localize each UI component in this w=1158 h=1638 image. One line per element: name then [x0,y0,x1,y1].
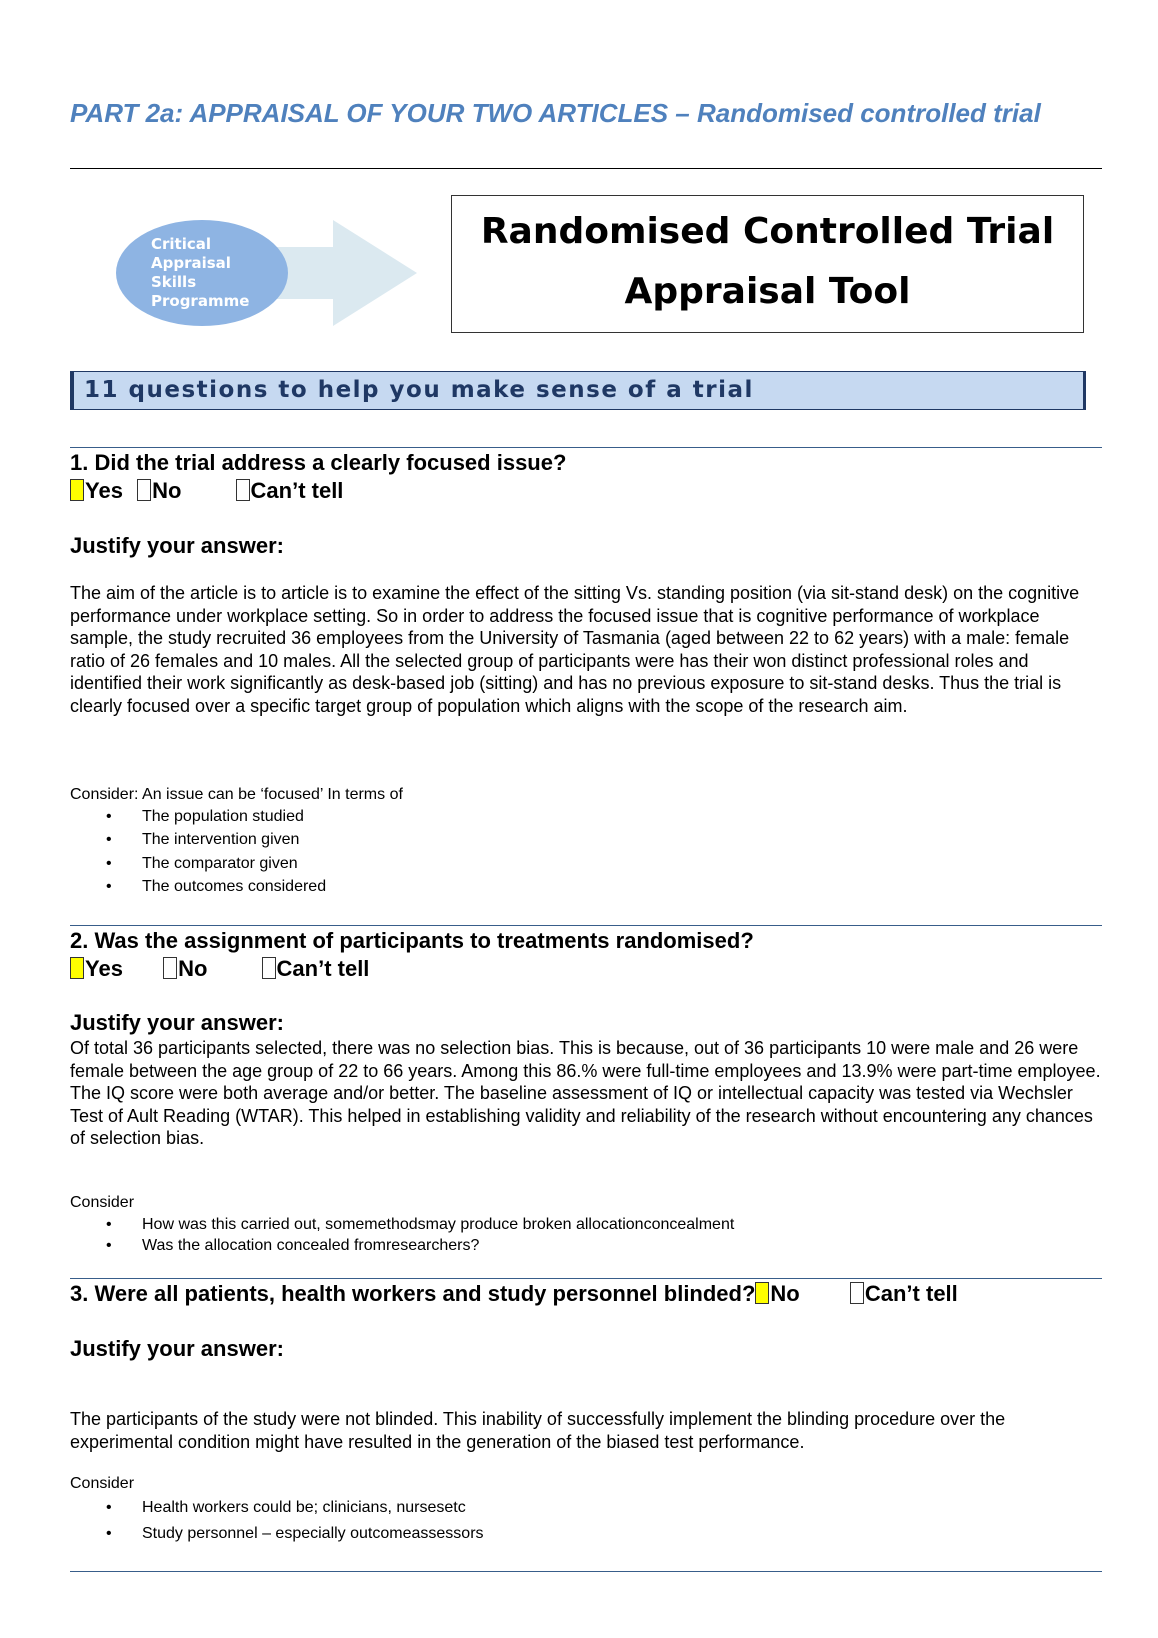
q2-no-checkbox[interactable] [163,957,177,979]
q3-title: 3. Were all patients, health workers and study personnel blinded? [70,1281,756,1306]
list-item: • Health workers could be; clinicians, nursesetc [70,1495,484,1521]
title-rule [70,168,1102,169]
q1-no-label: No [152,478,182,503]
logo-line-4: Programme [151,292,250,310]
q3-no-checkbox[interactable] [755,1282,769,1304]
q2-answer: Of total 36 participants selected, there was no selection bias. This is because, out of 36 participants 10 were male and 26 were female between the age group of 22 to 66 years. Among this 86.% were full-time employees and 13.9% were part-time employee. The IQ score were both average and/or better. The baseline assessment of IQ or intellectual capacity was tested via Wechsler Test of Ault Reading (WTAR). This helped in establishing validity and reliability of the research without encountering any chances of selection bias. [70,1038,1101,1149]
q2-no-label: No [178,956,208,981]
q1-no-checkbox[interactable] [137,479,151,501]
casp-logo [115,218,420,328]
logo-line-2: Appraisal [151,254,231,272]
tool-title-line1: Randomised Controlled Trial [480,211,1055,252]
list-item: • Was the allocation concealed fromresearchers? [70,1235,734,1256]
list-item: • The population studied [70,805,326,828]
q3-justify-label: Justify your answer: [70,1336,284,1361]
q2-justify-label: Justify your answer: [70,1010,284,1035]
q3-title-row [70,1280,958,1308]
tool-title-box [451,195,1084,333]
q3-cant-tell-checkbox[interactable] [850,1282,864,1304]
q2-title: 2. Was the assignment of participants to treatments randomised? [70,928,754,953]
q1-yes-checkbox[interactable] [70,479,84,501]
list-item: • The outcomes considered [70,875,326,898]
q2-consider: Consider [70,1194,135,1211]
q1-rule [70,447,1102,448]
q3-consider: Consider [70,1475,135,1492]
q1-title: 1. Did the trial address a clearly focused issue? [70,450,567,475]
list-item: • The comparator given [70,852,326,875]
q2-yes-label: Yes [85,956,123,981]
q3-cant-tell-label: Can’t tell [864,1281,958,1306]
q2-consider-list [70,1214,734,1256]
list-item: • The intervention given [70,828,326,851]
bottom-rule [70,1571,1102,1572]
part-title: PART 2a: APPRAISAL OF YOUR TWO ARTICLES – Randomised controlled trial [70,98,1041,128]
q1-answer: The aim of the article is to article is to examine the effect of the sitting Vs. standing position (via sit-stand desk) on the cognitive performance under workplace setting. So in order to address the focused issue that is cognitive performance of workplace sample, the study recruited 36 employees from the University of Tasmania (aged between 22 to 62 years) with a male: female ratio of 26 females and 10 males. All the selected group of participants were has their won distinct professional roles and identified their work significantly as desk-based job (sitting) and has no previous exposure to sit-stand desks. Thus the trial is clearly focused over a specific target group of population which aligns with the scope of the research aim. [70,583,1080,716]
q2-yes-checkbox[interactable] [70,957,84,979]
q1-yes-label: Yes [85,478,123,503]
q3-rule [70,1278,1102,1279]
q1-cant-tell-checkbox[interactable] [236,479,250,501]
logo-line-3: Skills [151,273,197,291]
q3-no-label: No [770,1281,800,1306]
q3-consider-list [70,1495,484,1547]
q2-options [70,955,369,983]
list-item: • Study personnel – especially outcomeassessors [70,1521,484,1547]
q2-cant-tell-label: Can’t tell [276,956,370,981]
logo-line-1: Critical [151,235,212,253]
q1-consider-list [70,805,326,898]
q3-answer: The participants of the study were not blinded. This inability of successfully implement the blinding procedure over the experimental condition might have resulted in the generation of the biased test performance. [70,1409,1006,1452]
q2-cant-tell-checkbox[interactable] [262,957,276,979]
questions-banner: 11 questions to help you make sense of a trial [70,371,1086,410]
q1-justify-label: Justify your answer: [70,533,284,558]
q1-cant-tell-label: Can’t tell [250,478,344,503]
tool-title-line2: Appraisal Tool [624,271,911,312]
q2-rule [70,925,1102,926]
q1-consider: Consider: An issue can be ‘focused’ In terms of [70,786,403,803]
q1-options [70,477,343,505]
list-item: • How was this carried out, somemethodsmay produce broken allocationconcealment [70,1214,734,1235]
